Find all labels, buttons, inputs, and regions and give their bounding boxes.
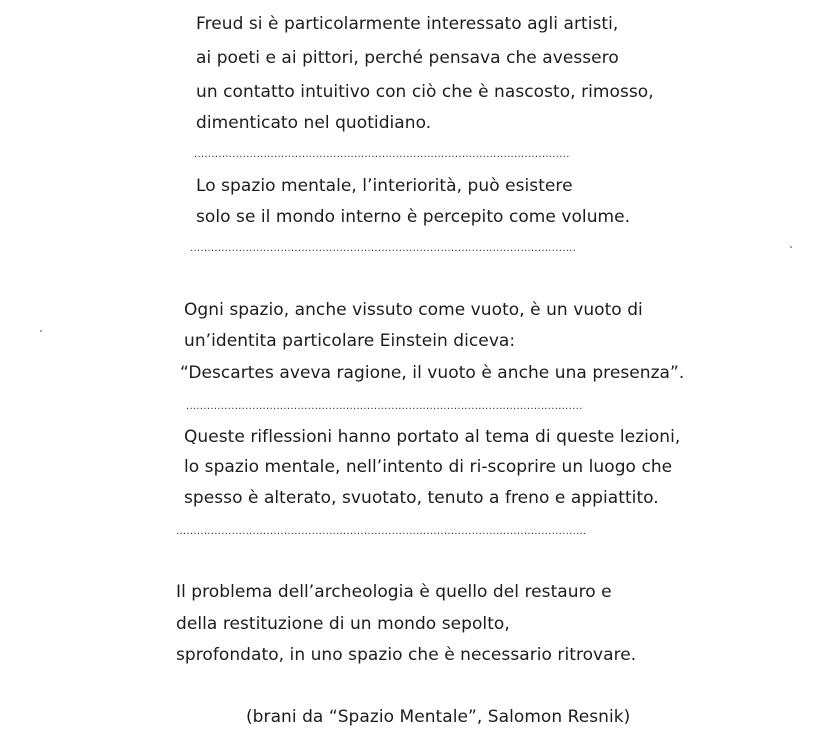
text-line: lo spazio mentale, nell’intento di ri-scoprire un luogo che bbox=[184, 457, 673, 477]
scan-speck bbox=[790, 246, 792, 248]
text-line: sprofondato, in uno spazio che è necessario ritrovare. bbox=[176, 645, 637, 665]
dotted-separator: ............................................................................................................ bbox=[194, 149, 570, 160]
text-line: Lo spazio mentale, l’interiorità, può esistere bbox=[196, 176, 573, 196]
text-line: Ogni spazio, anche vissuto come vuoto, è un vuoto di bbox=[184, 300, 643, 320]
dotted-separator: ...................................................................................................................... bbox=[176, 526, 587, 537]
scan-speck bbox=[40, 330, 42, 332]
text-line: Il problema dell’archeologia è quello del restauro e bbox=[176, 582, 612, 602]
text-line: ai poeti e ai pittori, perché pensava che avessero bbox=[196, 48, 619, 68]
dotted-separator: ............................................................................................................... bbox=[190, 243, 577, 254]
text-line: solo se il mondo interno è percepito come volume. bbox=[196, 207, 631, 227]
text-line: un’identita particolare Einstein diceva: bbox=[184, 331, 516, 351]
dotted-separator: .................................................................................................................. bbox=[186, 401, 583, 412]
text-line: Queste riflessioni hanno portato al tema di queste lezioni, bbox=[184, 427, 681, 447]
text-line: Freud si è particolarmente interessato agli artisti, bbox=[196, 14, 619, 34]
text-line: spesso è alterato, svuotato, tenuto a freno e appiattito. bbox=[184, 488, 659, 508]
text-line: “Descartes aveva ragione, il vuoto è anche una presenza”. bbox=[180, 363, 685, 383]
text-line: un contatto intuitivo con ciò che è nascosto, rimosso, bbox=[196, 82, 654, 102]
text-line: della restituzione di un mondo sepolto, bbox=[176, 614, 510, 634]
text-line: dimenticato nel quotidiano. bbox=[196, 113, 432, 133]
citation: (brani da “Spazio Mentale”, Salomon Resnik) bbox=[246, 707, 631, 727]
